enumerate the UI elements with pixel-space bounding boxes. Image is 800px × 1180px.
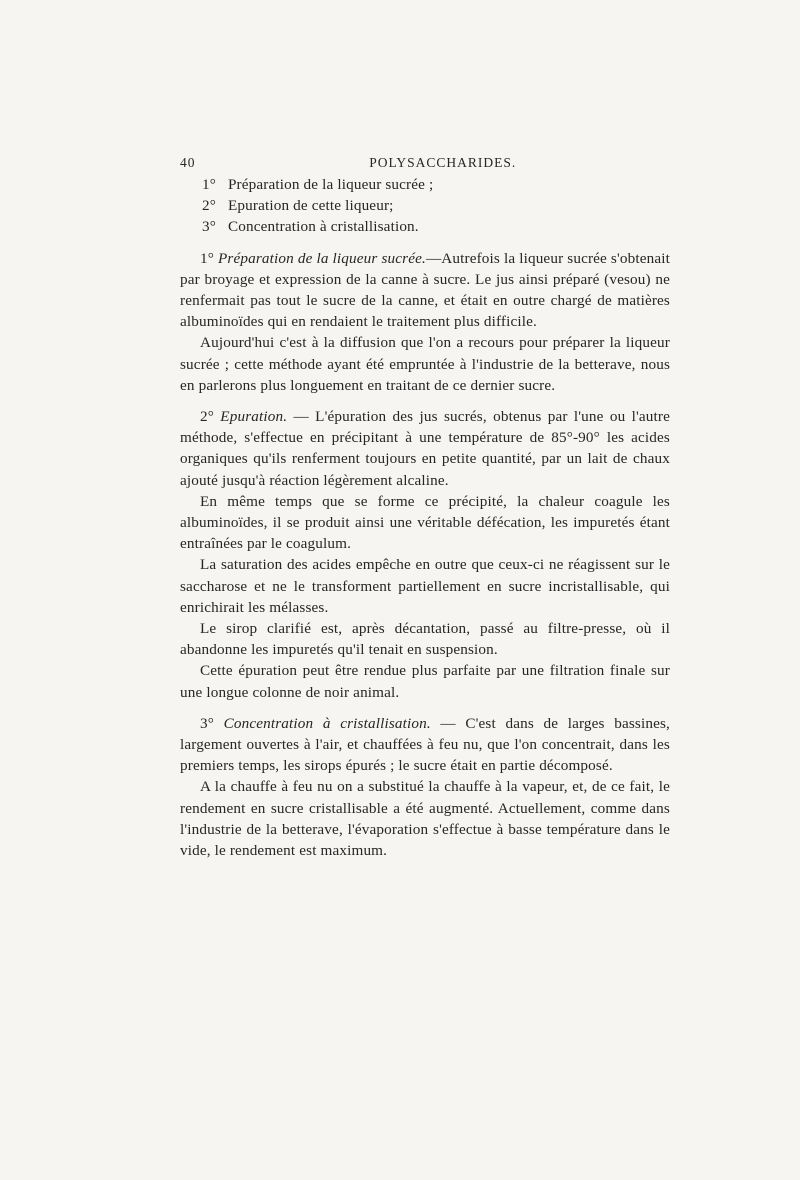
paragraph: A la chauffe à feu nu on a substitué la chauffe à la vapeur, et, de ce fait, le rendement en sucre cristallisable a été augmenté. Actuellement, comme dans l'industrie de la betterave, l'évaporation s'effectue à basse température dans le vide, le rendement est maximum.	[180, 778, 670, 860]
steps-list	[180, 174, 670, 238]
paragraph: Aujourd'hui c'est à la diffusion que l'on a recours pour préparer la liqueur sucrée ; cette méthode ayant été empruntée à l'industrie de la betterave, nous en parlerons plus longuement en traitant de ce dernier sucre.	[180, 334, 670, 394]
running-title: POLYSACCHARIDES.	[369, 155, 517, 170]
page-header	[180, 152, 670, 174]
paragraph-text: — L'épuration des jus sucrés, obtenus par l'une ou l'autre méthode, s'effectue en précipitant à une température de 85°-90° les acides organiques qu'ils renferment toujours en petite quantité, par un lait de chaux ajouté jusqu'à réaction légèrement alcaline.	[180, 408, 670, 489]
section-heading: Concentration à cristallisation.	[223, 714, 431, 732]
list-item-number: 3°	[202, 218, 216, 236]
list-item-number: 1°	[202, 176, 216, 193]
paragraph: En même temps que se forme ce précipité, la chaleur coagule les albuminoïdes, il se produit ainsi une véritable défécation, les impuretés étant entraînées par le coagulum.	[180, 492, 670, 553]
paragraph	[180, 406, 670, 491]
paragraph-text: — C'est dans de larges bassines, largement ouvertes à l'air, et chauffées à feu nu, que l'on concentrait, dans les premiers temps, les sirops épurés ; le sucre était en partie décomposé.	[180, 714, 670, 775]
section-epuration	[180, 406, 670, 703]
paragraph	[180, 248, 670, 333]
paragraph-text: —Autrefois la liqueur sucrée s'obtenait par broyage et expression de la canne à sucre. Le jus ainsi préparé (vesou) ne renfermait pas tout le sucre de la canne, et était en outre chargé de matières albuminoïdes qui en rendaient le traitement plus difficile.	[180, 249, 670, 331]
list-item	[180, 195, 670, 216]
list-item-label: Epuration de cette liqueur;	[227, 197, 394, 215]
paragraph: Cette épuration peut être rendue plus parfaite par une filtration finale sur une longue colonne de noir animal.	[180, 662, 670, 701]
paragraph: Le sirop clarifié est, après décantation, passé au filtre-presse, où il abandonne les impuretés qu'il tenait en suspension.	[180, 620, 670, 659]
section-heading: Préparation de la liqueur sucrée.	[217, 249, 426, 267]
section-concentration	[180, 713, 670, 861]
section-number: 3°	[200, 714, 214, 732]
section-number: 1°	[200, 249, 214, 267]
book-page	[180, 152, 670, 861]
section-preparation	[180, 248, 670, 396]
list-item-number: 2°	[202, 197, 216, 215]
section-heading: Epuration.	[220, 408, 288, 426]
list-item-label: Préparation de la liqueur sucrée ;	[227, 176, 434, 193]
list-item	[180, 216, 670, 237]
page-number: 40	[180, 155, 196, 170]
list-item	[180, 174, 670, 195]
paragraph	[180, 713, 670, 777]
section-number: 2°	[200, 408, 214, 426]
paragraph: La saturation des acides empêche en outre que ceux-ci ne réagissent sur le saccharose et ne le transforment partiellement en sucre incristallisable, qui enrichirait les mélasses.	[180, 556, 670, 616]
list-item-label: Concentration à cristallisation.	[227, 218, 419, 236]
